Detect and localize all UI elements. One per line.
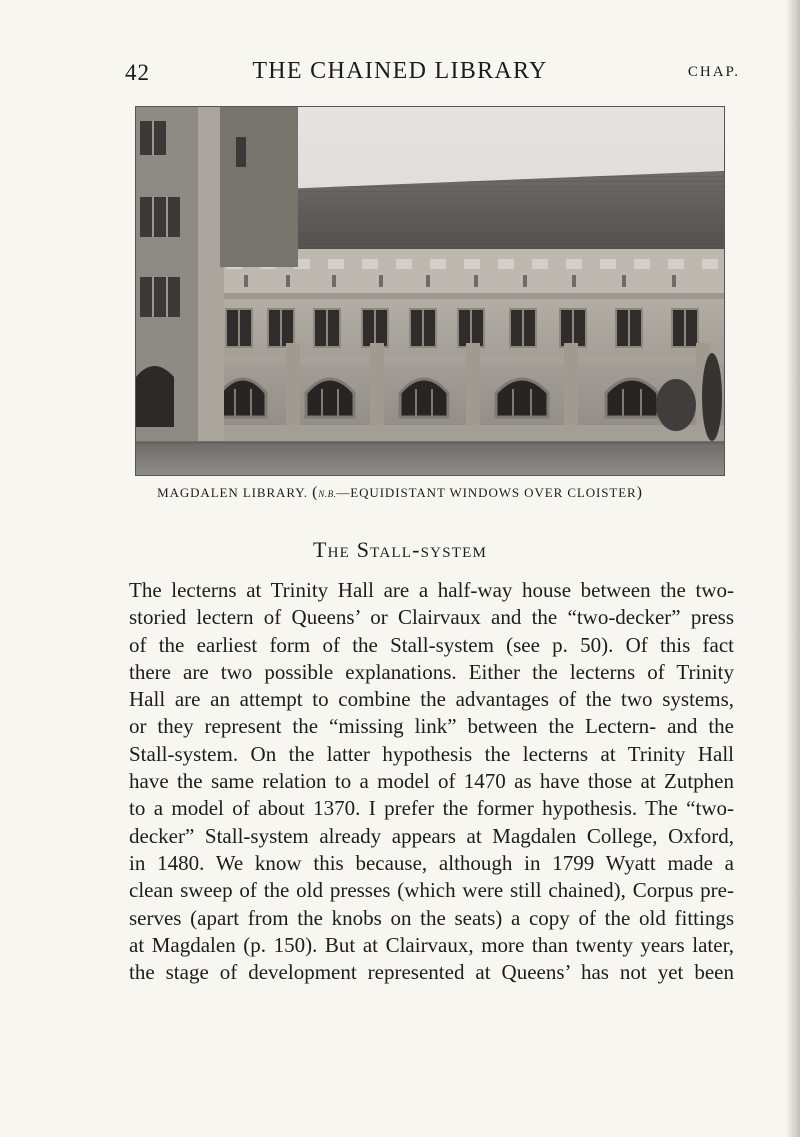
body-line: Hall are an attempt to combine the advantages of the two systems, <box>129 687 734 712</box>
caption-close-paren: ) <box>636 484 643 501</box>
section-heading: The Stall-system <box>313 537 487 562</box>
body-line: at Magdalen (p. 150). But at Clairvaux, more than twenty years later, <box>129 932 734 957</box>
page-edge-shadow <box>786 0 800 1137</box>
caption-open-paren: ( <box>312 484 319 501</box>
body-paragraph <box>129 577 734 986</box>
body-line: in 1480. We know this because, although in 1799 Wyatt made a <box>129 850 734 875</box>
caption-abbreviation: N.B. <box>318 489 337 499</box>
running-title: THE CHAINED LIBRARY <box>252 58 548 84</box>
page-number: 42 <box>125 60 150 85</box>
body-line: decker” Stall-system already appears at Magdalen College, Oxford, <box>129 823 734 848</box>
page-header <box>0 60 800 90</box>
body-line: serves (apart from the knobs on the seats) a copy of the old fittings <box>129 905 734 930</box>
magdalen-library-photo <box>135 106 725 476</box>
body-line: or they represent the “missing link” between the Lectern- and the <box>129 714 734 739</box>
body-line: there are two possible explanations. Either the lecterns of Trinity <box>129 659 734 684</box>
body-line: clean sweep of the old presses (which were still chained), Corpus pre- <box>129 878 734 903</box>
body-line: Stall-system. On the latter hypothesis the lecterns at Trinity Hall <box>129 741 734 766</box>
body-line: storied lectern of Queens’ or Clairvaux and the “two-decker” press <box>129 605 734 630</box>
caption-main: MAGDALEN LIBRARY. <box>157 485 308 500</box>
body-line: the stage of development represented at Queens’ has not yet been <box>129 960 734 985</box>
body-line: have the same relation to a model of 1470 as have those at Zutphen <box>129 769 734 794</box>
body-line: The lecterns at Trinity Hall are a half-way house between the two- <box>129 578 734 602</box>
caption-note: —EQUIDISTANT WINDOWS OVER CLOISTER <box>336 485 637 500</box>
figure-caption <box>0 484 800 502</box>
body-line: of the earliest form of the Stall-system (see p. 50). Of this fact <box>129 632 734 657</box>
chapter-label: CHAP. <box>687 64 740 80</box>
body-line: to a model of about 1370. I prefer the former hypothesis. The “two- <box>129 796 734 821</box>
